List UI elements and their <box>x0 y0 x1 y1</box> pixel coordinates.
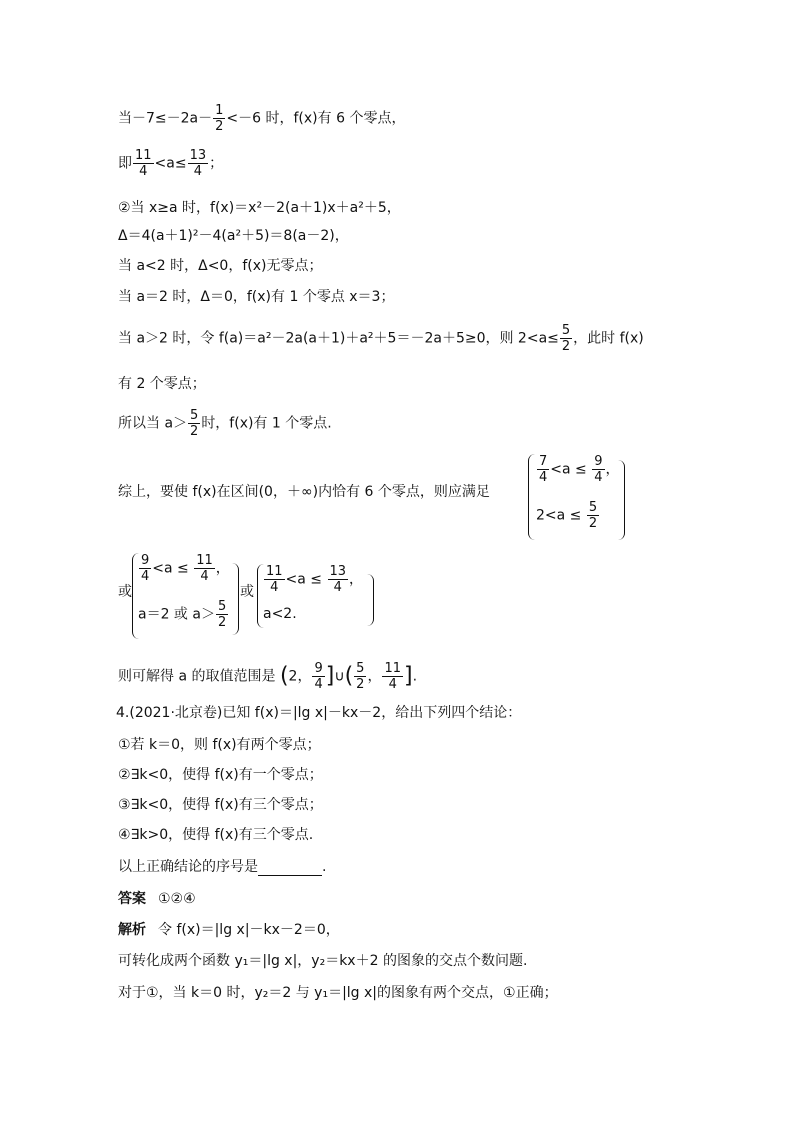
line-7: 当 a＞2 时，令 f(a)＝a²－2a(a＋1)＋a²＋5＝－2a＋5≥0，则 2<a≤ $\frac{5}{2}$ ，此时 f(x) <box>118 323 644 354</box>
conclusion-3: ③∃k<0，使得 f(x)有三个零点； <box>118 797 323 813</box>
line-5: 当 a<2 时，Δ<0，f(x)无零点； <box>118 258 323 274</box>
system-3: $\frac{11}{4}$ <a ≤ $\frac{13}{4}$ ， a<2. <box>257 562 377 632</box>
line-10: 综上，要使 f(x)在区间(0，＋∞)内恰有 6 个零点，则应满足 <box>118 484 490 500</box>
last-line: 对于①，当 k＝0 时，y₂＝2 与 y₁＝|lg x|的图象有两个交点，①正确； <box>118 985 558 1001</box>
conversion-line: 可转化成两个函数 y₁＝|lg x|，y₂＝kx＋2 的图象的交点个数问题. <box>118 953 528 969</box>
line-2: 即 $\frac{11}{4}$ <a≤ $\frac{13}{4}$ ； <box>118 148 224 179</box>
line-12: 则可解得 a 的取值范围是 (2， $\frac{9}{4}$ ]∪( $\frac{5}{2}$ ， $\frac{11}{4}$ ]. <box>118 661 418 692</box>
line-6: 当 a＝2 时，Δ＝0，f(x)有 1 个零点 x＝3； <box>118 289 395 305</box>
fraction: $\frac{1}{2}$ <box>215 103 224 134</box>
analysis-line: 解析 令 f(x)＝|lg x|－kx－2＝0， <box>118 922 340 938</box>
line-9: 所以当 a＞ $\frac{5}{2}$ 时，f(x)有 1 个零点. <box>118 408 332 439</box>
line-8: 有 2 个零点； <box>118 376 206 392</box>
conclusion-2: ②∃k<0，使得 f(x)有一个零点； <box>118 767 323 783</box>
line-1: 当－7≤－2a－ $\frac{1}{2}$ <－6 时，f(x)有 6 个零点， <box>118 103 406 134</box>
line-4: Δ＝4(a＋1)²－4(a²＋5)＝8(a－2)， <box>118 228 349 244</box>
system-1: $\frac{7}{4}$ <a ≤ $\frac{9}{4}$ ， 2<a ≤ $\frac{5}{2}$ <box>528 452 628 542</box>
conclusion-4: ④∃k>0，使得 f(x)有三个零点. <box>118 827 314 843</box>
answer-blank <box>258 861 322 876</box>
line-11-or-2: 或 <box>240 584 254 600</box>
question-ask: 以上正确结论的序号是 . <box>118 859 327 875</box>
line-11-or: 或 <box>118 584 132 600</box>
answer-line: 答案 ①②④ <box>118 891 196 907</box>
system-2: $\frac{9}{4}$ <a ≤ $\frac{11}{4}$ ， a＝2 或 a＞ $\frac{5}{2}$ <box>132 551 242 641</box>
conclusion-1: ①若 k＝0，则 f(x)有两个零点； <box>118 737 321 753</box>
question-4: 4.(2021·北京卷)已知 f(x)＝|lg x|－kx－2，给出下列四个结论： <box>116 705 522 721</box>
line-3: ②当 x≥a 时，f(x)＝x²－2(a＋1)x＋a²＋5， <box>118 200 401 216</box>
